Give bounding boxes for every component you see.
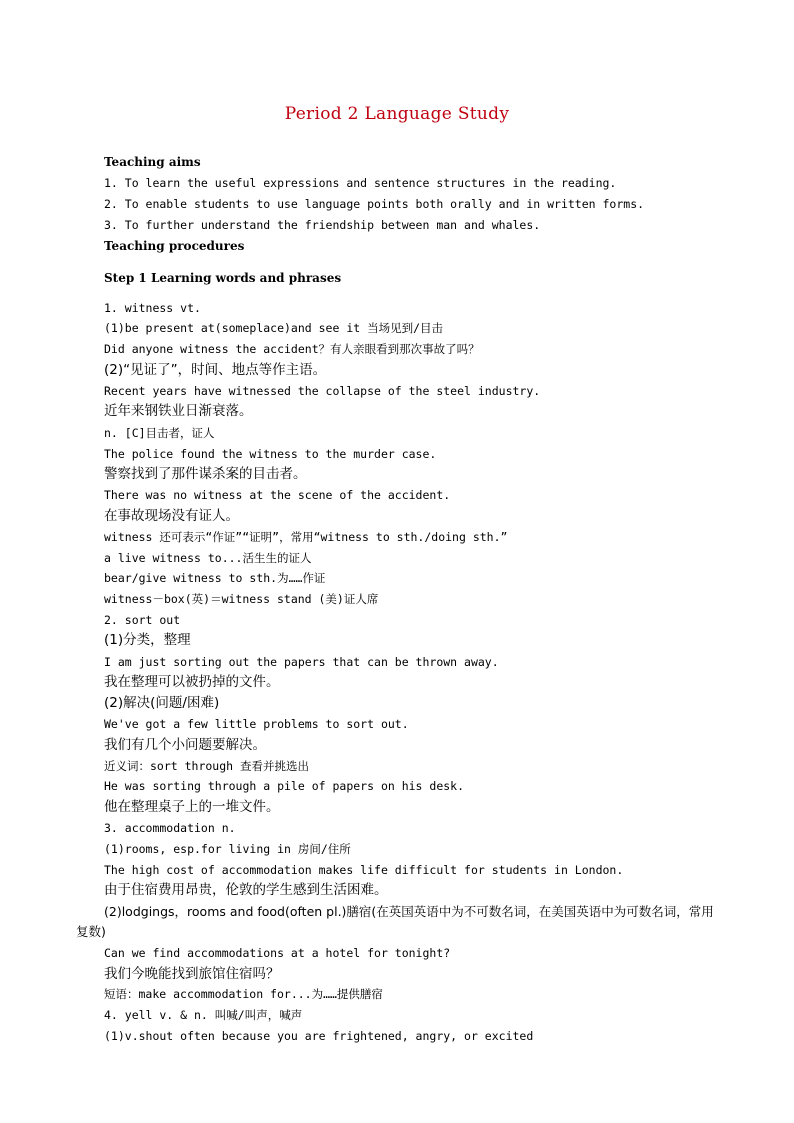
step-heading: Step 1 Learning words and phrases — [104, 271, 342, 285]
text-line: (2)“见证了”，时间、地点等作主语。 — [104, 362, 327, 378]
translation: 我们今晚能找到旅馆住宿吗？ — [104, 966, 280, 982]
section-heading: Teaching aims — [104, 155, 201, 169]
text-line: witness－box(英)＝witness stand (美)证人席 — [104, 592, 379, 606]
section-heading: Teaching procedures — [104, 239, 245, 253]
vocab-entry: 1. witness vt. — [104, 301, 201, 315]
translation: 他在整理桌子上的一堆文件。 — [104, 799, 280, 815]
text-line: (1)分类，整理 — [104, 632, 191, 648]
text-paragraph: (2)lodgings，rooms and food(often pl.)膳宿(在英国英语中为不可数名词，在美国英语中为可数名词，常用复数) — [76, 904, 714, 939]
example-sentence: Recent years have witnessed the collapse of the steel industry. — [104, 384, 541, 398]
text-line: n. [C]目击者，证人 — [104, 426, 215, 440]
text-line: a live witness to...活生生的证人 — [104, 551, 312, 565]
example-sentence: He was sorting through a pile of papers on his desk. — [104, 779, 465, 793]
page-title: Period 2 Language Study — [284, 104, 510, 124]
text-line: 近义词：sort through 查看并挑选出 — [104, 759, 310, 773]
text-line: (1)rooms, esp.for living in 房间/住所 — [104, 842, 351, 856]
example-sentence: Did anyone witness the accident？有人亲眼看到那次事故了吗？ — [104, 342, 480, 356]
example-sentence: The high cost of accommodation makes life difficult for students in London. — [104, 863, 624, 877]
example-sentence: Can we find accommodations at a hotel for tonight? — [104, 946, 451, 960]
translation: 近年来钢铁业日渐衰落。 — [104, 403, 253, 419]
vocab-entry: 4. yell v. & n. 叫喊/叫声，喊声 — [104, 1008, 303, 1022]
vocab-entry: 2. sort out — [104, 613, 181, 627]
text-line: bear/give witness to sth.为……作证 — [104, 571, 326, 585]
example-sentence: I am just sorting out the papers that can be thrown away. — [104, 655, 499, 669]
text-line: (1)v.shout often because you are frightened, angry, or excited — [104, 1029, 534, 1043]
translation: 我们有几个小问题要解决。 — [104, 737, 266, 753]
text-line: 3. To further understand the friendship between man and whales. — [104, 218, 541, 232]
text-line: (1)be present at(someplace)and see it 当场见到/目击 — [104, 321, 444, 335]
text-line: 短语：make accommodation for...为……提供膳宿 — [104, 987, 383, 1001]
example-sentence: The police found the witness to the murder case. — [104, 447, 437, 461]
text-line: 2. To enable students to use language points both orally and in written forms. — [104, 197, 645, 211]
text-line: 1. To learn the useful expressions and sentence structures in the reading. — [104, 176, 617, 190]
example-sentence: We've got a few little problems to sort out. — [104, 717, 409, 731]
translation: 由于住宿费用昂贵，伦敦的学生感到生活困难。 — [104, 882, 388, 898]
text-line: witness 还可表示“作证”“证明”，常用“witness to sth./doing sth.” — [104, 530, 508, 544]
example-sentence: There was no witness at the scene of the accident. — [104, 488, 451, 502]
translation: 在事故现场没有证人。 — [104, 508, 239, 524]
vocab-entry: 3. accommodation n. — [104, 821, 236, 835]
translation: 警察找到了那件谋杀案的目击者。 — [104, 466, 307, 482]
translation: 我在整理可以被扔掉的文件。 — [104, 674, 280, 690]
text-line: (2)解决(问题/困难) — [104, 695, 220, 711]
